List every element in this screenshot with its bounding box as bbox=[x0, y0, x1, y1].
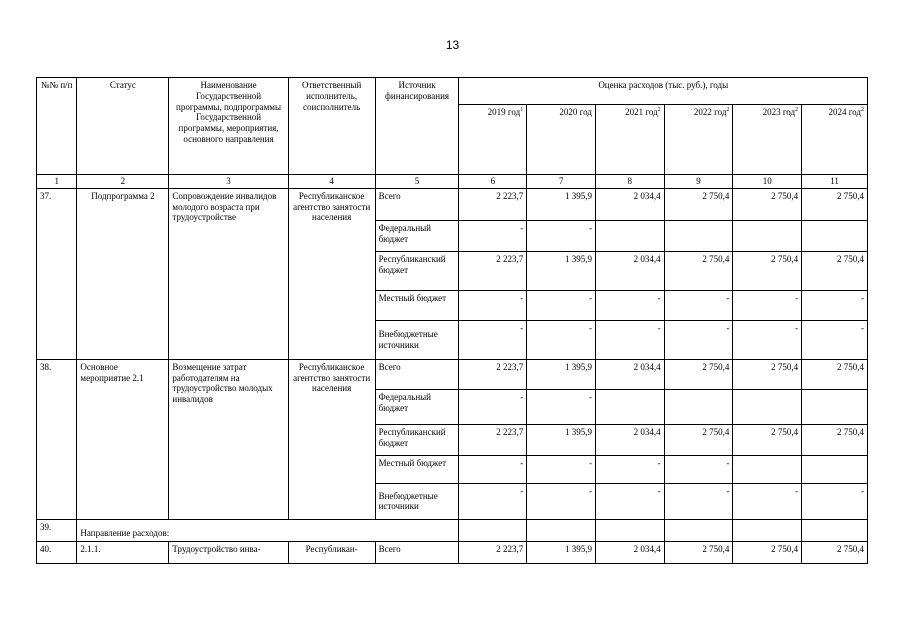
value-cell bbox=[733, 519, 802, 541]
row-status: Основное мероприятие 2.1 bbox=[77, 359, 169, 519]
value-cell: - bbox=[527, 483, 596, 519]
value-cell: 1 395,9 bbox=[527, 188, 596, 220]
value-cell bbox=[733, 389, 802, 424]
value-cell: 2 034,4 bbox=[595, 359, 664, 389]
row-num: 40. bbox=[37, 541, 77, 563]
value-cell: - bbox=[527, 320, 596, 359]
value-cell: 1 395,9 bbox=[527, 424, 596, 455]
header-status: Статус bbox=[77, 78, 169, 175]
row-name: Трудоустройство инва- bbox=[169, 541, 288, 563]
value-cell: - bbox=[459, 455, 527, 483]
table-row bbox=[37, 359, 868, 389]
value-cell bbox=[802, 220, 868, 251]
value-cell bbox=[664, 519, 733, 541]
value-cell: - bbox=[459, 389, 527, 424]
year-header: 2023 год$^2$ bbox=[733, 105, 802, 175]
row-source: Республиканский бюджет bbox=[375, 424, 459, 455]
value-cell: 2 223,7 bbox=[459, 541, 527, 563]
row-num: 38. bbox=[37, 359, 77, 519]
value-cell: 2 750,4 bbox=[802, 424, 868, 455]
value-cell: - bbox=[802, 320, 868, 359]
row-num: 37. bbox=[37, 188, 77, 359]
row-source: Всего bbox=[375, 188, 459, 220]
value-cell bbox=[527, 519, 596, 541]
value-cell bbox=[733, 455, 802, 483]
budget-table bbox=[36, 77, 868, 564]
value-cell: 2 750,4 bbox=[733, 251, 802, 290]
row-source: Федеральный бюджет bbox=[375, 220, 459, 251]
column-number: 5 bbox=[375, 175, 459, 189]
value-cell bbox=[802, 389, 868, 424]
row-source: Республиканский бюджет bbox=[375, 251, 459, 290]
value-cell: 2 034,4 bbox=[595, 188, 664, 220]
row-source: Внебюджетные источники bbox=[375, 320, 459, 359]
column-number: 9 bbox=[664, 175, 733, 189]
column-number: 1 bbox=[37, 175, 77, 189]
section-label: Направление расходов: bbox=[77, 519, 459, 541]
year-header: 2020 год bbox=[527, 105, 596, 175]
value-cell bbox=[733, 220, 802, 251]
column-number-row bbox=[37, 175, 868, 189]
row-status: Подпрограмма 2 bbox=[77, 188, 169, 359]
value-cell: 2 223,7 bbox=[459, 359, 527, 389]
row-status: 2.1.1. bbox=[77, 541, 169, 563]
value-cell bbox=[595, 519, 664, 541]
value-cell: 2 750,4 bbox=[733, 359, 802, 389]
value-cell: - bbox=[664, 320, 733, 359]
column-number: 8 bbox=[595, 175, 664, 189]
value-cell: - bbox=[459, 220, 527, 251]
value-cell: 2 750,4 bbox=[802, 251, 868, 290]
value-cell: 2 223,7 bbox=[459, 188, 527, 220]
value-cell: - bbox=[595, 455, 664, 483]
value-cell: - bbox=[527, 455, 596, 483]
value-cell: - bbox=[733, 483, 802, 519]
column-number: 3 bbox=[169, 175, 288, 189]
value-cell: - bbox=[664, 455, 733, 483]
value-cell: 1 395,9 bbox=[527, 251, 596, 290]
value-cell: - bbox=[459, 290, 527, 320]
value-cell: - bbox=[527, 290, 596, 320]
row-source: Внебюджетные источники bbox=[375, 483, 459, 519]
row-source: Местный бюджет bbox=[375, 290, 459, 320]
column-number: 11 bbox=[802, 175, 868, 189]
value-cell: 2 223,7 bbox=[459, 251, 527, 290]
table-row bbox=[37, 519, 868, 541]
value-cell bbox=[802, 519, 868, 541]
value-cell bbox=[664, 220, 733, 251]
value-cell: - bbox=[527, 389, 596, 424]
table-row bbox=[37, 541, 868, 563]
value-cell: 2 034,4 bbox=[595, 251, 664, 290]
row-source: Всего bbox=[375, 541, 459, 563]
column-number: 2 bbox=[77, 175, 169, 189]
value-cell: - bbox=[733, 290, 802, 320]
value-cell: 1 395,9 bbox=[527, 359, 596, 389]
value-cell bbox=[459, 519, 527, 541]
value-cell: - bbox=[802, 290, 868, 320]
value-cell: 2 750,4 bbox=[664, 541, 733, 563]
value-cell: - bbox=[664, 483, 733, 519]
year-header: 2019 год$^1$ bbox=[459, 105, 527, 175]
header-source: Источник финансирования bbox=[375, 78, 459, 175]
header-num: №№ п/п bbox=[37, 78, 77, 175]
row-responsible: Республиканское агентство занятости населения bbox=[288, 188, 375, 359]
value-cell: 2 223,7 bbox=[459, 424, 527, 455]
page-number: 13 bbox=[445, 38, 460, 52]
value-cell: - bbox=[664, 290, 733, 320]
value-cell bbox=[595, 220, 664, 251]
value-cell: - bbox=[459, 320, 527, 359]
column-number: 6 bbox=[459, 175, 527, 189]
header-name: Наименование Государственной программы, подпрограммы Государственной программы, мероприятия, основного направления bbox=[169, 78, 288, 175]
value-cell: 2 750,4 bbox=[664, 251, 733, 290]
value-cell: - bbox=[527, 220, 596, 251]
value-cell: - bbox=[595, 483, 664, 519]
value-cell: - bbox=[802, 483, 868, 519]
column-number: 4 bbox=[288, 175, 375, 189]
table-row bbox=[37, 188, 868, 220]
value-cell: 2 750,4 bbox=[664, 188, 733, 220]
value-cell: - bbox=[459, 483, 527, 519]
value-cell bbox=[802, 455, 868, 483]
value-cell: 2 750,4 bbox=[664, 359, 733, 389]
value-cell: 2 750,4 bbox=[733, 541, 802, 563]
row-num: 39. bbox=[37, 519, 77, 541]
row-name: Возмещение затрат работодателям на трудоустройство молодых инвалидов bbox=[169, 359, 288, 519]
year-header: 2024 год$^2$ bbox=[802, 105, 868, 175]
value-cell: - bbox=[733, 320, 802, 359]
row-name: Сопровождение инвалидов молодого возраста при трудоустройстве bbox=[169, 188, 288, 359]
value-cell: 2 750,4 bbox=[664, 424, 733, 455]
value-cell: 2 034,4 bbox=[595, 424, 664, 455]
value-cell: 2 750,4 bbox=[733, 188, 802, 220]
value-cell: - bbox=[595, 320, 664, 359]
value-cell bbox=[664, 389, 733, 424]
row-source: Местный бюджет bbox=[375, 455, 459, 483]
row-responsible: Республиканское агентство занятости населения bbox=[288, 359, 375, 519]
value-cell: 2 750,4 bbox=[802, 188, 868, 220]
value-cell: 2 034,4 bbox=[595, 541, 664, 563]
value-cell: - bbox=[595, 290, 664, 320]
row-source: Всего bbox=[375, 359, 459, 389]
column-number: 7 bbox=[527, 175, 596, 189]
value-cell bbox=[595, 389, 664, 424]
value-cell: 2 750,4 bbox=[802, 359, 868, 389]
row-responsible: Республикан- bbox=[288, 541, 375, 563]
row-source: Федеральный бюджет bbox=[375, 389, 459, 424]
year-header: 2021 год$^2$ bbox=[595, 105, 664, 175]
header-estimate: Оценка расходов (тыс. руб.), годы bbox=[459, 78, 868, 105]
value-cell: 1 395,9 bbox=[527, 541, 596, 563]
header-responsible: Ответственный исполнитель, соисполнитель bbox=[288, 78, 375, 175]
value-cell: 2 750,4 bbox=[802, 541, 868, 563]
year-header: 2022 год$^2$ bbox=[664, 105, 733, 175]
column-number: 10 bbox=[733, 175, 802, 189]
value-cell: 2 750,4 bbox=[733, 424, 802, 455]
header-row bbox=[37, 78, 868, 105]
